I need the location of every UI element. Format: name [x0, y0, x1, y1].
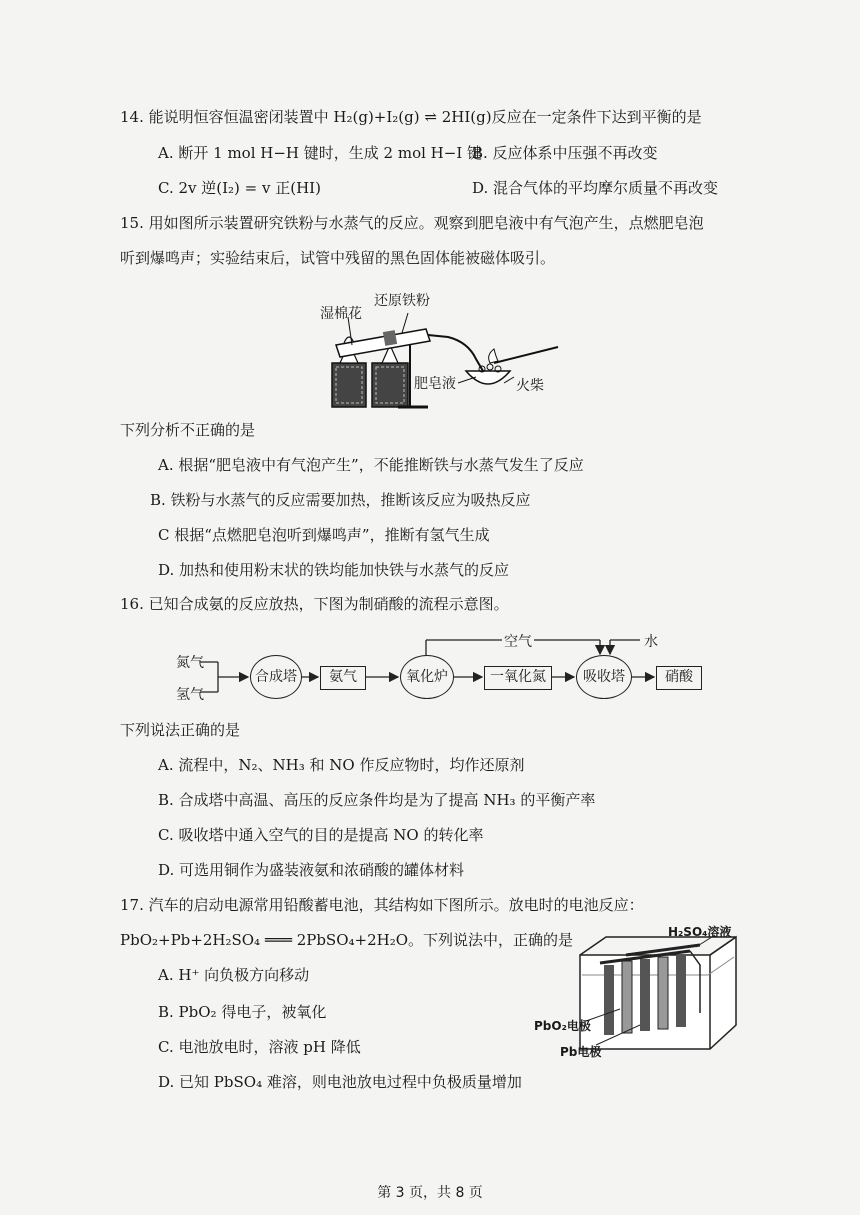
flow-node-nitric-acid: 硝酸 — [656, 666, 702, 690]
flow-label-nitrogen: 氮气 — [176, 655, 204, 671]
label-sulfuric-acid: H₂SO₄溶液 — [668, 925, 732, 939]
q17-option-a: A. H⁺ 向负极方向移动 — [158, 966, 310, 984]
flow-node-nitric-oxide: 一氧化氮 — [484, 666, 552, 690]
label-match: 火柴 — [516, 378, 544, 394]
flow-node-absorption-tower: 吸收塔 — [576, 655, 632, 699]
q16-option-c: C. 吸收塔中通入空气的目的是提高 NO 的转化率 — [158, 826, 484, 844]
q15-option-d: D. 加热和使用粉末状的铁均能加快铁与水蒸气的反应 — [158, 561, 510, 579]
flow-node-synthesis-tower: 合成塔 — [250, 655, 302, 699]
q17-stem-line2: PbO₂+Pb+2H₂SO₄ ═══ 2PbSO₄+2H₂O。下列说法中，正确的是 — [120, 931, 574, 949]
label-iron-powder: 还原铁粉 — [374, 293, 430, 309]
flow-node-oxidation-furnace: 氧化炉 — [400, 655, 454, 699]
flow-label-hydrogen: 氢气 — [176, 687, 204, 703]
q14-option-c: C. 2v 逆(I₂) = v 正(HI) — [158, 179, 321, 197]
q17-option-b: B. PbO₂ 得电子，被氧化 — [158, 1003, 327, 1021]
q15-option-c: C 根据“点燃肥皂泡听到爆鸣声”，推断有氢气生成 — [158, 526, 490, 544]
page-footer: 第 3 页，共 8 页 — [377, 1185, 483, 1201]
label-soap-solution: 肥皂液 — [414, 376, 456, 392]
q15-stem-line2: 听到爆鸣声；实验结束后，试管中残留的黑色固体能被磁体吸引。 — [120, 249, 556, 267]
q17-option-c: C. 电池放电时，溶液 pH 降低 — [158, 1038, 361, 1056]
q17-stem-line1: 17. 汽车的启动电源常用铅酸蓄电池，其结构如下图所示。放电时的电池反应： — [120, 896, 644, 914]
label-wet-cotton: 湿棉花 — [320, 306, 362, 322]
iron-steam-apparatus-figure — [318, 287, 568, 412]
q14-option-a: A. 断开 1 mol H−H 键时，生成 2 mol H−I 键 — [158, 144, 483, 162]
q15-stem-line1: 15. 用如图所示装置研究铁粉与水蒸气的反应。观察到肥皂液中有气泡产生，点燃肥皂泡 — [120, 214, 704, 232]
q16-option-d: D. 可选用铜作为盛装液氨和浓硝酸的罐体材料 — [158, 861, 465, 879]
flow-label-air: 空气 — [502, 631, 534, 651]
label-pbo2-electrode: PbO₂电极 — [534, 1019, 591, 1033]
q14-option-d: D. 混合气体的平均摩尔质量不再改变 — [472, 179, 719, 197]
q17-option-d: D. 已知 PbSO₄ 难溶，则电池放电过程中负极质量增加 — [158, 1073, 522, 1091]
flow-label-water: 水 — [644, 634, 658, 650]
q14-stem: 14. 能说明恒容恒温密闭装置中 H₂(g)+I₂(g) ⇌ 2HI(g)反应在一定条件下达到平衡的是 — [120, 108, 702, 126]
q16-stem: 16. 已知合成氨的反应放热，下图为制硝酸的流程示意图。 — [120, 595, 509, 613]
q15-option-b: B. 铁粉与水蒸气的反应需要加热，推断该反应为吸热反应 — [150, 491, 531, 509]
q16-option-a: A. 流程中，N₂、NH₃ 和 NO 作反应物时，均作还原剂 — [158, 756, 525, 774]
q15-option-a: A. 根据“肥皂液中有气泡产生”，不能推断铁与水蒸气发生了反应 — [158, 456, 584, 474]
label-pb-electrode: Pb电极 — [560, 1045, 602, 1059]
q15-prompt: 下列分析不正确的是 — [120, 421, 256, 439]
nitric-acid-flowchart — [170, 630, 710, 710]
q16-prompt: 下列说法正确的是 — [120, 721, 241, 739]
q14-option-b: B. 反应体系中压强不再改变 — [472, 144, 658, 162]
flow-node-ammonia: 氨气 — [320, 666, 366, 690]
lead-acid-battery-figure — [534, 925, 770, 1065]
q16-option-b: B. 合成塔中高温、高压的反应条件均是为了提高 NH₃ 的平衡产率 — [158, 791, 596, 809]
